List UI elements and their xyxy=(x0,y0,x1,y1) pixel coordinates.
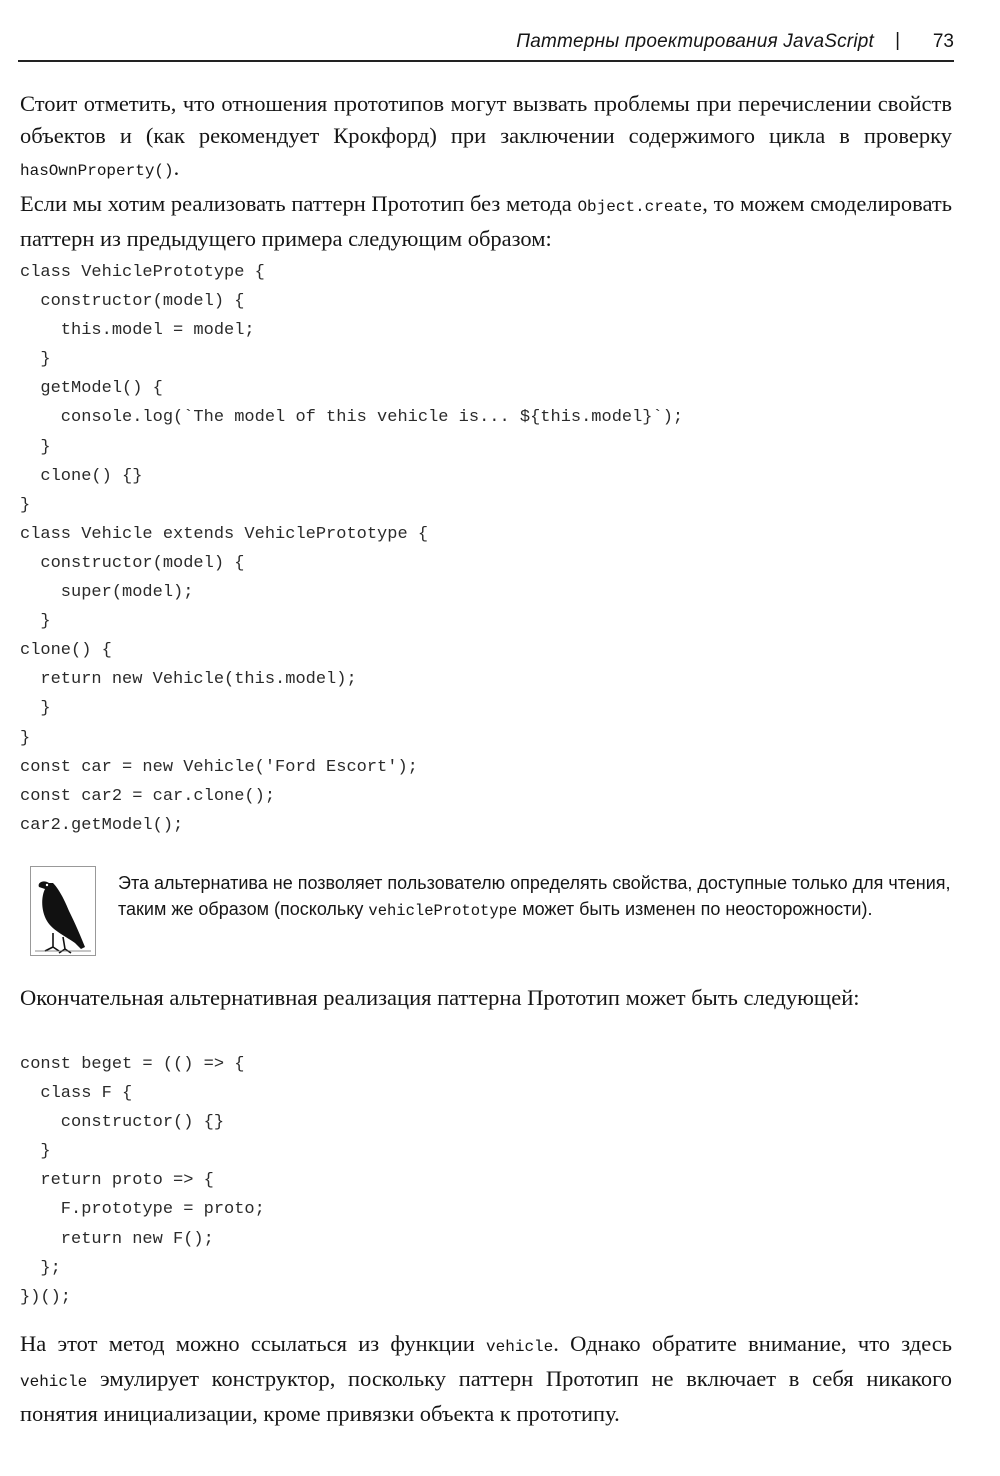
paragraph-text: , то можем смоделировать паттерн из предыдущего примера следующим образом: xyxy=(20,191,953,251)
crow-icon xyxy=(30,866,96,956)
inline-code: hasOwnProperty() xyxy=(20,162,174,180)
inline-code: Object.create xyxy=(577,198,703,216)
paragraph-vehicle-method xyxy=(20,1328,952,1430)
note-text-part: может быть изменен по неосторожности). xyxy=(517,899,873,919)
inline-code: vehiclePrototype xyxy=(368,902,518,920)
running-header-separator: | xyxy=(895,30,900,51)
paragraph-text: эмулирует конструктор, поскольку паттерн Прототип не включает в себя никакого понятия инициализации, кроме привязки объекта к прототипу. xyxy=(20,1366,952,1426)
inline-code: vehicle xyxy=(20,1373,88,1391)
running-header-title: Паттерны проектирования JavaScript xyxy=(516,31,874,52)
paragraph-without-object-create xyxy=(20,188,952,255)
paragraph-final-alternative: Окончательная альтернативная реализация паттерна Прототип может быть следующей: xyxy=(20,985,860,1010)
running-header xyxy=(18,30,954,62)
code-listing-vehicle-prototype: class VehiclePrototype { constructor(model) { this.model = model; } getModel() { console.log(`The model of this vehicle is... ${this.model}`); } clone() {} } class Vehicle extends VehiclePrototype { constructor(model) { super(model); } clone() { return new Vehicle(this.model); } } const car = new Vehicle('Ford Escort'); const car2 = car.clone(); car2.getModel(); xyxy=(20,263,684,835)
note-text-part: Эта альтернатива не позволяет пользователю определять свойства, доступные только для чтения, таким же образом (поскольку xyxy=(118,873,951,919)
paragraph-text: Если мы хотим реализовать паттерн Прототип без метода xyxy=(20,191,578,216)
paragraph-text: . Однако обратите внимание, что здесь xyxy=(553,1331,952,1356)
code-listing-beget: const beget = (() => { class F { constructor() {} } return proto => { F.prototype = proto; return new F(); }; })(); xyxy=(20,1055,265,1307)
paragraph-prototype-issues xyxy=(20,88,952,187)
page-number: 73 xyxy=(932,31,954,52)
paragraph-text: . xyxy=(173,155,180,180)
paragraph-text: На этот метод можно ссылаться из функции xyxy=(20,1331,487,1356)
paragraph-text: Стоит отметить, что отношения прототипов могут вызвать проблемы при перечислении свойств объектов и (как рекомендует Крокфорд) при заключении содержимого цикла в проверку xyxy=(20,91,952,148)
note-text xyxy=(118,870,952,924)
inline-code: vehicle xyxy=(486,1338,554,1356)
